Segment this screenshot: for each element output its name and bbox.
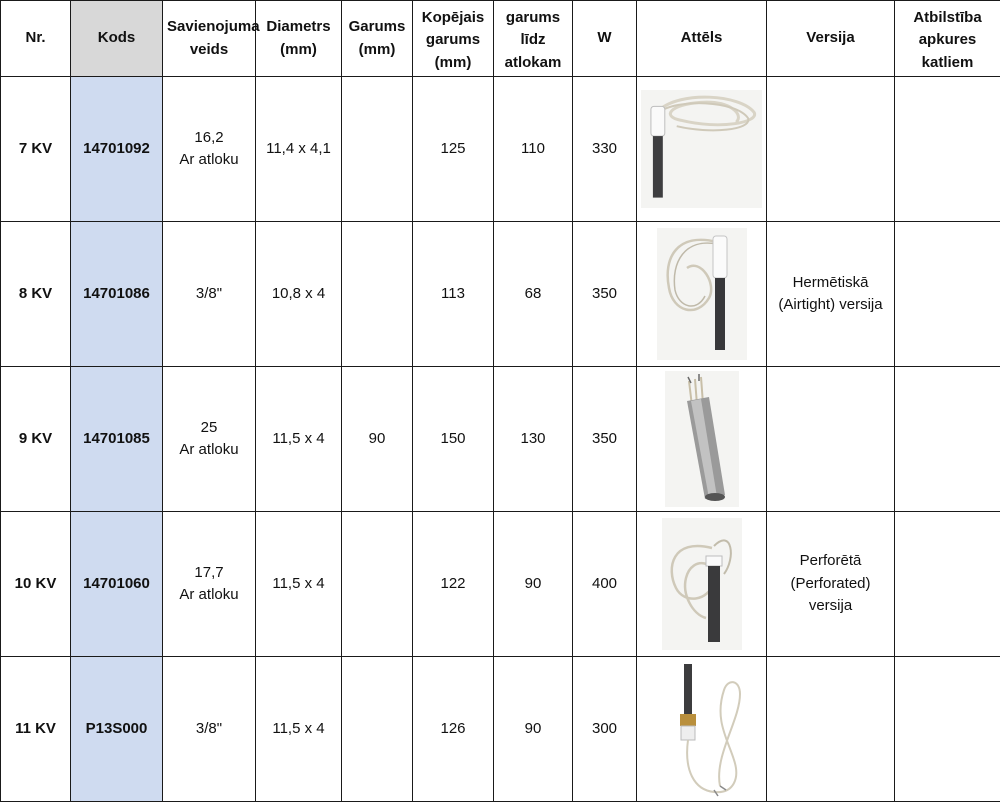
table-row: [1, 367, 1000, 512]
cell-text: 14701092: [83, 140, 150, 157]
cell-line: (Perforated): [771, 573, 890, 596]
cell-text: 90: [525, 720, 542, 737]
cell-length-to-flange: [494, 512, 573, 657]
cell-diameter: [256, 367, 342, 512]
cell-line: Hermētiskā: [771, 272, 890, 295]
cell-total-length: [413, 512, 494, 657]
cell-text: 14701085: [83, 430, 150, 447]
cell-connection: [163, 367, 256, 512]
cell-image: [637, 77, 767, 222]
header-row: [1, 1, 1000, 77]
header-watts: W: [573, 1, 637, 77]
cell-length-to-flange: [494, 222, 573, 367]
header-version: Versija: [767, 1, 895, 77]
cell-version: [767, 222, 895, 367]
cell-text: 10,8 x 4: [272, 285, 325, 302]
cell-text: 300: [592, 720, 617, 737]
cell-text: 68: [525, 285, 542, 302]
cell-text: P13S000: [86, 720, 148, 737]
table-row: [1, 512, 1000, 657]
cell-code: [71, 222, 163, 367]
cell-image: [637, 657, 767, 802]
cell-text: 11,4 x 4,1: [266, 140, 331, 157]
cell-version: [767, 77, 895, 222]
cell-watts: [573, 657, 637, 802]
cell-line: 3/8": [167, 718, 251, 741]
cell-text: 14701060: [83, 575, 150, 592]
cell-text: 9 KV: [19, 430, 52, 447]
cell-length: [342, 512, 413, 657]
cell-watts: [573, 222, 637, 367]
igniter-photo-icon: [662, 518, 742, 650]
cell-line: Ar atloku: [167, 439, 251, 462]
cell-nr: [1, 222, 71, 367]
cell-line: 3/8": [167, 283, 251, 306]
cell-length: [342, 657, 413, 802]
cell-compatibility: [895, 367, 1000, 512]
cell-text: 113: [441, 285, 465, 302]
cell-total-length: [413, 77, 494, 222]
cell-version: [767, 657, 895, 802]
cell-text: 125: [440, 140, 465, 157]
cell-text: 350: [592, 285, 617, 302]
cell-text: 11 KV: [15, 720, 56, 737]
cell-text: 10 KV: [15, 575, 57, 592]
cell-image: [637, 512, 767, 657]
cell-text: 11,5 x 4: [272, 430, 324, 447]
cell-diameter: [256, 222, 342, 367]
cell-diameter: [256, 512, 342, 657]
cell-text: 110: [521, 140, 545, 157]
header-total-length: Kopējais garums (mm): [413, 1, 494, 77]
cell-total-length: [413, 657, 494, 802]
header-length: Garums (mm): [342, 1, 413, 77]
cell-version: [767, 512, 895, 657]
cell-nr: [1, 367, 71, 512]
cell-text: 8 KV: [19, 285, 52, 302]
header-length-to-flange: garums līdz atlokam: [494, 1, 573, 77]
cell-connection: [163, 512, 256, 657]
cell-line: 17,7: [167, 562, 251, 585]
cell-text: 90: [525, 575, 542, 592]
cell-image: [637, 222, 767, 367]
cell-nr: [1, 657, 71, 802]
cell-compatibility: [895, 657, 1000, 802]
cell-compatibility: [895, 77, 1000, 222]
table-row: [1, 222, 1000, 367]
cell-text: 7 KV: [19, 140, 52, 157]
cell-line: versija: [771, 595, 890, 618]
header-code: Kods: [71, 1, 163, 77]
cell-code: [71, 77, 163, 222]
cell-image: [637, 367, 767, 512]
header-diameter: Diametrs (mm): [256, 1, 342, 77]
header-image: Attēls: [637, 1, 767, 77]
cell-text: 122: [440, 575, 465, 592]
cell-nr: [1, 77, 71, 222]
cell-text: 11,5 x 4: [272, 575, 324, 592]
cell-watts: [573, 77, 637, 222]
cell-code: [71, 657, 163, 802]
cell-watts: [573, 367, 637, 512]
igniter-photo-icon: [641, 90, 762, 208]
header-nr: Nr.: [1, 1, 71, 77]
header-connection: Savienojuma veids: [163, 1, 256, 77]
cell-length: [342, 77, 413, 222]
table-row: [1, 657, 1000, 802]
cell-text: 130: [520, 430, 545, 447]
cell-code: [71, 512, 163, 657]
cell-line: 25: [167, 417, 251, 440]
table-row: [1, 77, 1000, 222]
cell-text: 330: [592, 140, 617, 157]
cell-line: Ar atloku: [167, 149, 251, 172]
cell-version: [767, 367, 895, 512]
igniter-photo-icon: [665, 371, 739, 507]
cell-length-to-flange: [494, 367, 573, 512]
cell-watts: [573, 512, 637, 657]
cell-line: Perforētā: [771, 550, 890, 573]
cell-line: 16,2: [167, 127, 251, 150]
cell-line: (Airtight) versija: [771, 294, 890, 317]
cell-compatibility: [895, 222, 1000, 367]
cell-text: 350: [592, 430, 617, 447]
cell-compatibility: [895, 512, 1000, 657]
cell-text: 400: [592, 575, 617, 592]
cell-line: Ar atloku: [167, 584, 251, 607]
cell-text: 126: [440, 720, 465, 737]
cell-text: 14701086: [83, 285, 150, 302]
cell-text: 90: [369, 430, 386, 447]
cell-total-length: [413, 367, 494, 512]
igniter-photo-icon: [654, 660, 750, 798]
cell-total-length: [413, 222, 494, 367]
igniter-photo-icon: [657, 228, 747, 360]
cell-length: [342, 367, 413, 512]
cell-text: 150: [440, 430, 465, 447]
cell-code: [71, 367, 163, 512]
header-compatibility: Atbilstība apkures katliem: [895, 1, 1000, 77]
cell-length-to-flange: [494, 77, 573, 222]
cell-length-to-flange: [494, 657, 573, 802]
cell-connection: [163, 222, 256, 367]
cell-connection: [163, 77, 256, 222]
cell-text: 11,5 x 4: [272, 720, 324, 737]
cell-length: [342, 222, 413, 367]
cell-diameter: [256, 77, 342, 222]
cell-nr: [1, 512, 71, 657]
cell-diameter: [256, 657, 342, 802]
cell-connection: [163, 657, 256, 802]
